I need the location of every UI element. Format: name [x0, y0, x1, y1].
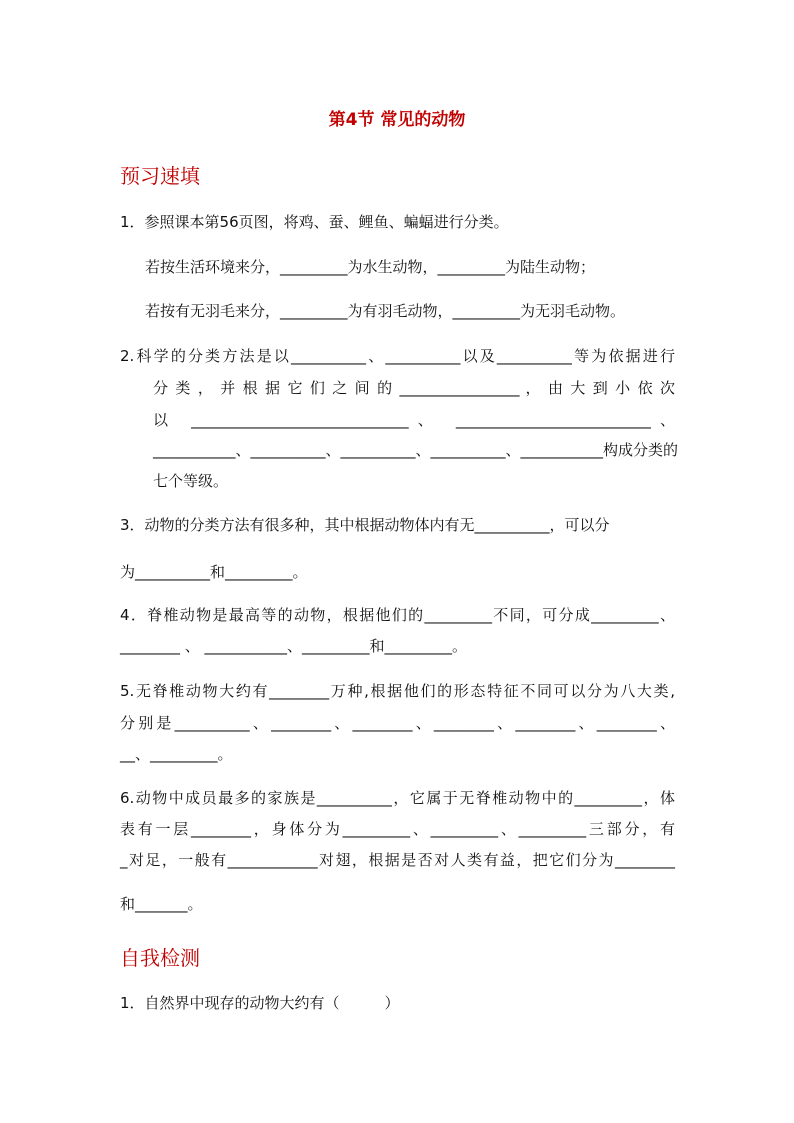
section-heading-selfcheck: 自我检测 [120, 946, 200, 970]
q2-line-2: 分 类 ， 并 根 据 它 们 之 间 的 ________________ ， 由 大 到 小 依 次 [153, 379, 675, 397]
q2-line-4: ___________、__________、__________、__________、___________构成分类的 [153, 441, 679, 459]
page-title: 第4节 常见的动物 [328, 110, 466, 130]
q1-line-environment: 若按生活环境来分，_________为水生动物，_________为陆生动物； [145, 258, 596, 276]
q3-line-1: 3．动物的分类方法有很多种，其中根据动物体内有无__________，可以分 [120, 516, 610, 534]
q5-line-2: 分别是__________、________、________、________、________、________、 [120, 714, 675, 732]
q6-line-2: 表有一层________，身体分为_________、_________、_________三部分，有 [120, 820, 675, 838]
q6-line-1: 6.动物中成员最多的家族是__________，它属于无脊椎动物中的_________，体 [120, 789, 675, 807]
q4-line-2: ________ 、 ___________、_________和_________。 [120, 637, 468, 655]
q3-line-2: 为__________和_________。 [120, 563, 308, 581]
q1-stem: 1．参照课本第56页图，将鸡、蚕、鲤鱼、蝙蝠进行分类。 [120, 213, 509, 231]
q4-line-1: 4．脊椎动物是最高等的动物，根据他们的_________不同，可分成_________、 [120, 606, 675, 624]
section-heading-preview: 预习速填 [120, 164, 200, 188]
q6-line-3: _对足，一般有____________对翅，根据是否对人类有益，把它们分为________ [120, 851, 675, 869]
q5-line-3: __、_________。 [120, 745, 233, 763]
q2-line-5: 七个等级。 [153, 472, 229, 490]
q6-line-4: 和_______。 [120, 895, 203, 913]
q2-line-3: 以 _____________________________、 __________________________、 [153, 411, 675, 429]
q1-line-feathers: 若按有无羽毛来分，_________为有羽毛动物，_________为无羽毛动物。 [145, 302, 626, 320]
s2-q1-line-1: 1．自然界中现存的动物大约有（ ） [120, 994, 400, 1012]
q2-line-1: 2.科学的分类方法是以__________、__________以及__________等为依据进行 [120, 347, 675, 365]
q5-line-1: 5.无脊椎动物大约有________万种,根据他们的形态特征不同可以分为八大类, [120, 682, 675, 700]
